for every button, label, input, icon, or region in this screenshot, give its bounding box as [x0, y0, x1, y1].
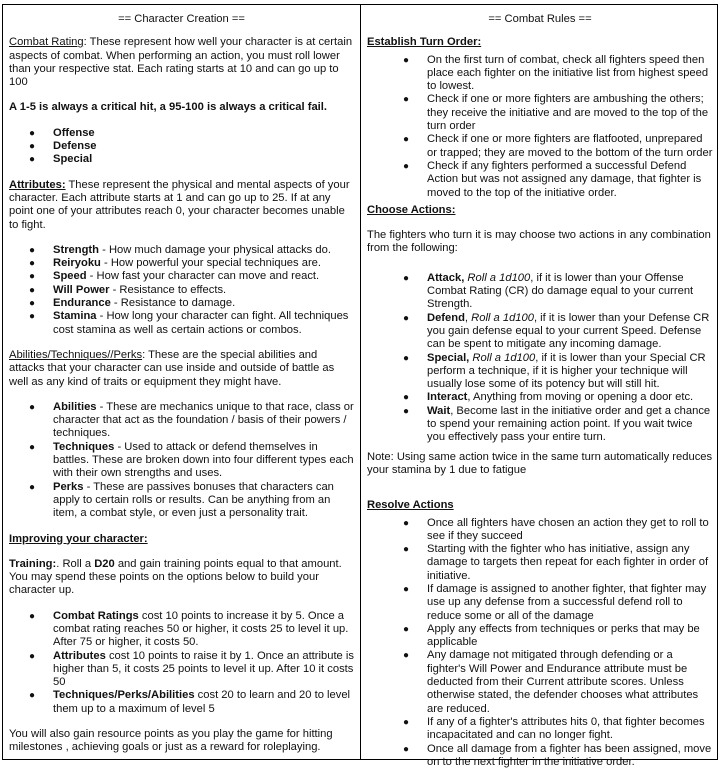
turn-order-step: Check if any fighters performed a successful Defend Action but was not assigned any damage, that fighter is moved to the top of the initiative order. [427, 160, 701, 199]
ability-name: Techniques [53, 441, 114, 453]
bullet-icon: ● [403, 54, 409, 67]
cost-item-name: Attributes [53, 650, 106, 662]
list-item [53, 610, 354, 650]
ability-desc: - These are passives bonuses that characters can apply to certain rolls or results. Can be anything from an item, a combat style, or even just a personality trait. [53, 481, 334, 520]
attribute-name: Will Power [53, 284, 109, 296]
action-name: Special, [427, 352, 469, 364]
action-roll: Roll a 1d100 [471, 312, 534, 324]
turn-order-step: Check if one or more fighters are flatfooted, unprepared or trapped; they are moved to the bottom of the turn order [427, 133, 712, 158]
list-item [53, 257, 354, 270]
abilities-text: : These are the special abilities and attacks that your character can use inside and outside of battle as well as any kind of traits or equipment they might have. [9, 349, 334, 388]
combat-rating-text: : These represent how well your character is at certain aspects of combat. When performing an action, you must roll lower than your respective stat. Each rating starts at 10 and can go up to 100 [9, 36, 352, 88]
rating-offense: Offense [53, 127, 95, 139]
bullet-icon: ● [29, 650, 35, 663]
attribute-desc: - How fast your character can move and react. [87, 270, 320, 282]
bullet-icon: ● [403, 405, 409, 418]
attribute-name: Speed [53, 270, 87, 282]
action-name: Wait [427, 405, 450, 417]
action-desc: , Become last in the initiative order and get a chance to spend your remaining action point. If you wait twice you effectively pass your entire turn. [427, 405, 710, 444]
action-name: Interact [427, 391, 467, 403]
cost-item-desc: cost 10 points to raise it by 1. Once an attribute is higher than 5, it costs 25 points to level it up. After 10 it costs 50 [53, 650, 354, 689]
abilities-paragraph [9, 349, 354, 389]
resolve-list [367, 517, 713, 769]
training-label: Training: [9, 558, 56, 570]
bullet-icon: ● [403, 543, 409, 556]
attributes-text: These represent the physical and mental aspects of your character. Each attribute starts at 1 and can go up to 25. If at any point one of your attributes reach 0, your character becomes unable to fight. [9, 179, 350, 231]
bullet-icon: ● [29, 284, 35, 297]
bullet-icon: ● [403, 623, 409, 636]
bullet-icon: ● [29, 127, 35, 140]
list-item [427, 743, 713, 769]
list-item [427, 517, 713, 544]
attribute-desc: - How long your character can fight. All techniques cost stamina as well as certain actions or combos. [53, 310, 348, 335]
list-item [427, 405, 713, 445]
bullet-icon: ● [403, 160, 409, 173]
list-item [427, 352, 713, 392]
bullet-icon: ● [403, 133, 409, 146]
list-item [53, 140, 354, 153]
resolve-step: Once all damage from a fighter has been assigned, move on to the next fighter in the initiative order. [427, 743, 711, 768]
list-item: ● Defend, Roll a 1d100, if it is lower than your Defense CR you gain defense equal to your current Speed. Defense can be spent to mitigate any incoming damage. [427, 312, 713, 352]
training-paragraph [9, 558, 354, 598]
training-die: D20 [94, 558, 115, 570]
bullet-icon: ● [29, 610, 35, 623]
bullet-icon: ● [403, 391, 409, 404]
attributes-list [9, 244, 354, 337]
abilities-list [9, 401, 354, 521]
attribute-desc: - Resistance to effects. [109, 284, 226, 296]
bullet-icon: ● [403, 352, 409, 365]
list-item [53, 284, 354, 297]
resolve-actions-heading: Resolve Actions [367, 499, 713, 512]
combat-rating-list [9, 127, 354, 167]
turn-order-heading: Establish Turn Order: [367, 36, 713, 49]
bullet-icon: ● [29, 257, 35, 270]
attribute-name: Endurance [53, 297, 111, 309]
list-item [53, 127, 354, 140]
rating-special: Special [53, 153, 92, 165]
cost-item-name: Techniques/Perks/Abilities [53, 689, 195, 701]
bullet-icon: ● [403, 743, 409, 756]
choose-actions-intro: The fighters who turn it is may choose two actions in any combination from the following: [367, 229, 713, 256]
attribute-desc: - How much damage your physical attacks do. [99, 244, 331, 256]
bullet-icon: ● [29, 270, 35, 283]
list-item [427, 133, 713, 160]
attribute-desc: - Resistance to damage. [111, 297, 235, 309]
list-item [53, 401, 354, 441]
cost-item-desc: cost 20 to learn and 20 to level them up to a maximum of level 5 [53, 689, 350, 714]
attributes-paragraph [9, 179, 354, 232]
list-item [53, 650, 354, 690]
list-item [53, 481, 354, 521]
list-item [53, 153, 354, 166]
action-roll: Roll a 1d100 [472, 352, 535, 364]
bullet-icon: ● [403, 93, 409, 106]
action-desc: , if it is lower than your Defense CR you gain defense equal to your current Speed. Defense can be spent to mitigate any incoming damage. [427, 312, 709, 351]
training-text: and gain training points equal to that amount. You may spend these points on the options below to build your character up. [9, 558, 342, 597]
combat-rules-column [361, 5, 717, 759]
list-item [427, 54, 713, 94]
attribute-name: Stamina [53, 310, 97, 322]
abilities-term: Abilities/Techniques//Perks [9, 349, 142, 361]
bullet-icon: ● [29, 441, 35, 454]
resolve-step: If any of a fighter's attributes hits 0, that fighter becomes incapacitated and can no longer fight. [427, 716, 705, 741]
bullet-icon: ● [29, 481, 35, 494]
choose-actions-heading: Choose Actions: [367, 204, 713, 217]
resolve-step: Starting with the fighter who has initiative, assign any damage to targets then repeat for each fighter in order of initiative. [427, 543, 708, 582]
list-item [427, 583, 713, 623]
list-item [427, 716, 713, 743]
ability-desc: - These are mechanics unique to that race, class or character that act as the foundation / basis of their powers / techniques. [53, 401, 354, 440]
action-name: Attack, [427, 272, 464, 284]
bullet-icon: ● [29, 140, 35, 153]
list-item [53, 689, 354, 716]
improving-list [9, 610, 354, 716]
bullet-icon: ● [29, 244, 35, 257]
list-item [53, 270, 354, 283]
resolve-step: Any damage not mitigated through defending or a fighter's Will Power and Endurance attribute must be deducted from their Current attribute scores. Unless otherwise stated, the defender chooses what attributes are reduced. [427, 649, 698, 714]
list-item [427, 543, 713, 583]
bullet-icon: ● [403, 312, 409, 325]
resolve-step: Apply any effects from techniques or perks that may be applicable [427, 623, 700, 648]
critical-note: A 1-5 is always a critical hit, a 95-100 is always a critical fail. [9, 101, 354, 114]
turn-order-step: Check if one or more fighters are ambushing the others; they receive the initiative and are moved to the top of the turn order [427, 93, 708, 132]
bullet-icon: ● [29, 689, 35, 702]
fatigue-note: Note: Using same action twice in the same turn automatically reduces your stamina by 1 due to fatigue [367, 451, 713, 478]
bullet-icon: ● [403, 583, 409, 596]
bullet-icon: ● [403, 272, 409, 285]
list-item [427, 93, 713, 133]
bullet-icon: ● [403, 716, 409, 729]
list-item [53, 297, 354, 310]
rating-defense: Defense [53, 140, 97, 152]
improving-heading: Improving your character: [9, 533, 354, 546]
training-text: . Roll a [56, 558, 94, 570]
action-desc: , if it is lower than your Special CR perform a technique, if it is higher your technique will usually lose some of its potency but will still hit. [427, 352, 706, 391]
ability-name: Perks [53, 481, 83, 493]
resolve-step: If damage is assigned to another fighter, that fighter may use up any defense from a successful defend roll to reduce some or all of the damage [427, 583, 706, 622]
bullet-icon: ● [29, 401, 35, 414]
action-name: Defend [427, 312, 465, 324]
list-item [427, 391, 713, 404]
attribute-desc: - How powerful your special techniques are. [101, 257, 321, 269]
ability-desc: - Used to attack or defend themselves in battles. These are broken down into four different types each with their own strengths and uses. [53, 441, 354, 480]
bullet-icon: ● [403, 649, 409, 662]
bullet-icon: ● [29, 310, 35, 323]
list-item [53, 441, 354, 481]
attributes-term: Attributes: [9, 179, 66, 191]
resource-note: You will also gain resource points as you play the game for hitting milestones , achieving goals or just as a reward for roleplaying. [9, 728, 354, 755]
list-item [427, 272, 713, 312]
combat-rating-term: Combat Rating [9, 36, 84, 48]
cost-item-desc: cost 10 points to increase it by 5. Once a combat rating reaches 50 or higher, it costs 25 to level it up. After 75 or higher, it costs 50. [53, 610, 348, 649]
action-roll: Roll a 1d100 [467, 272, 530, 284]
attribute-name: Strength [53, 244, 99, 256]
list-item [427, 623, 713, 650]
action-desc: , Anything from moving or opening a door etc. [467, 391, 693, 403]
turn-order-list [367, 54, 713, 200]
list-item [53, 244, 354, 257]
action-desc: , if it is lower than your Offense Combat Rating (CR) do damage equal to your current Strength. [427, 272, 693, 311]
ability-name: Abilities [53, 401, 97, 413]
character-creation-title: == Character Creation == [9, 13, 354, 26]
bullet-icon: ● [403, 517, 409, 530]
character-creation-column [3, 5, 361, 759]
bullet-icon: ● [29, 153, 35, 166]
list-item [427, 649, 713, 715]
document-table [2, 4, 718, 760]
combat-rating-paragraph [9, 36, 354, 89]
attribute-name: Reiryoku [53, 257, 101, 269]
list-item [53, 310, 354, 337]
list-item [427, 160, 713, 200]
combat-rules-title: == Combat Rules == [367, 13, 713, 26]
resolve-step: Once all fighters have chosen an action they get to roll to see if they succeed [427, 517, 709, 542]
actions-list [367, 272, 713, 445]
turn-order-step: On the first turn of combat, check all fighters speed then place each fighter on the initiative list from highest speed to lowest. [427, 54, 708, 93]
bullet-icon: ● [29, 297, 35, 310]
cost-item-name: Combat Ratings [53, 610, 139, 622]
